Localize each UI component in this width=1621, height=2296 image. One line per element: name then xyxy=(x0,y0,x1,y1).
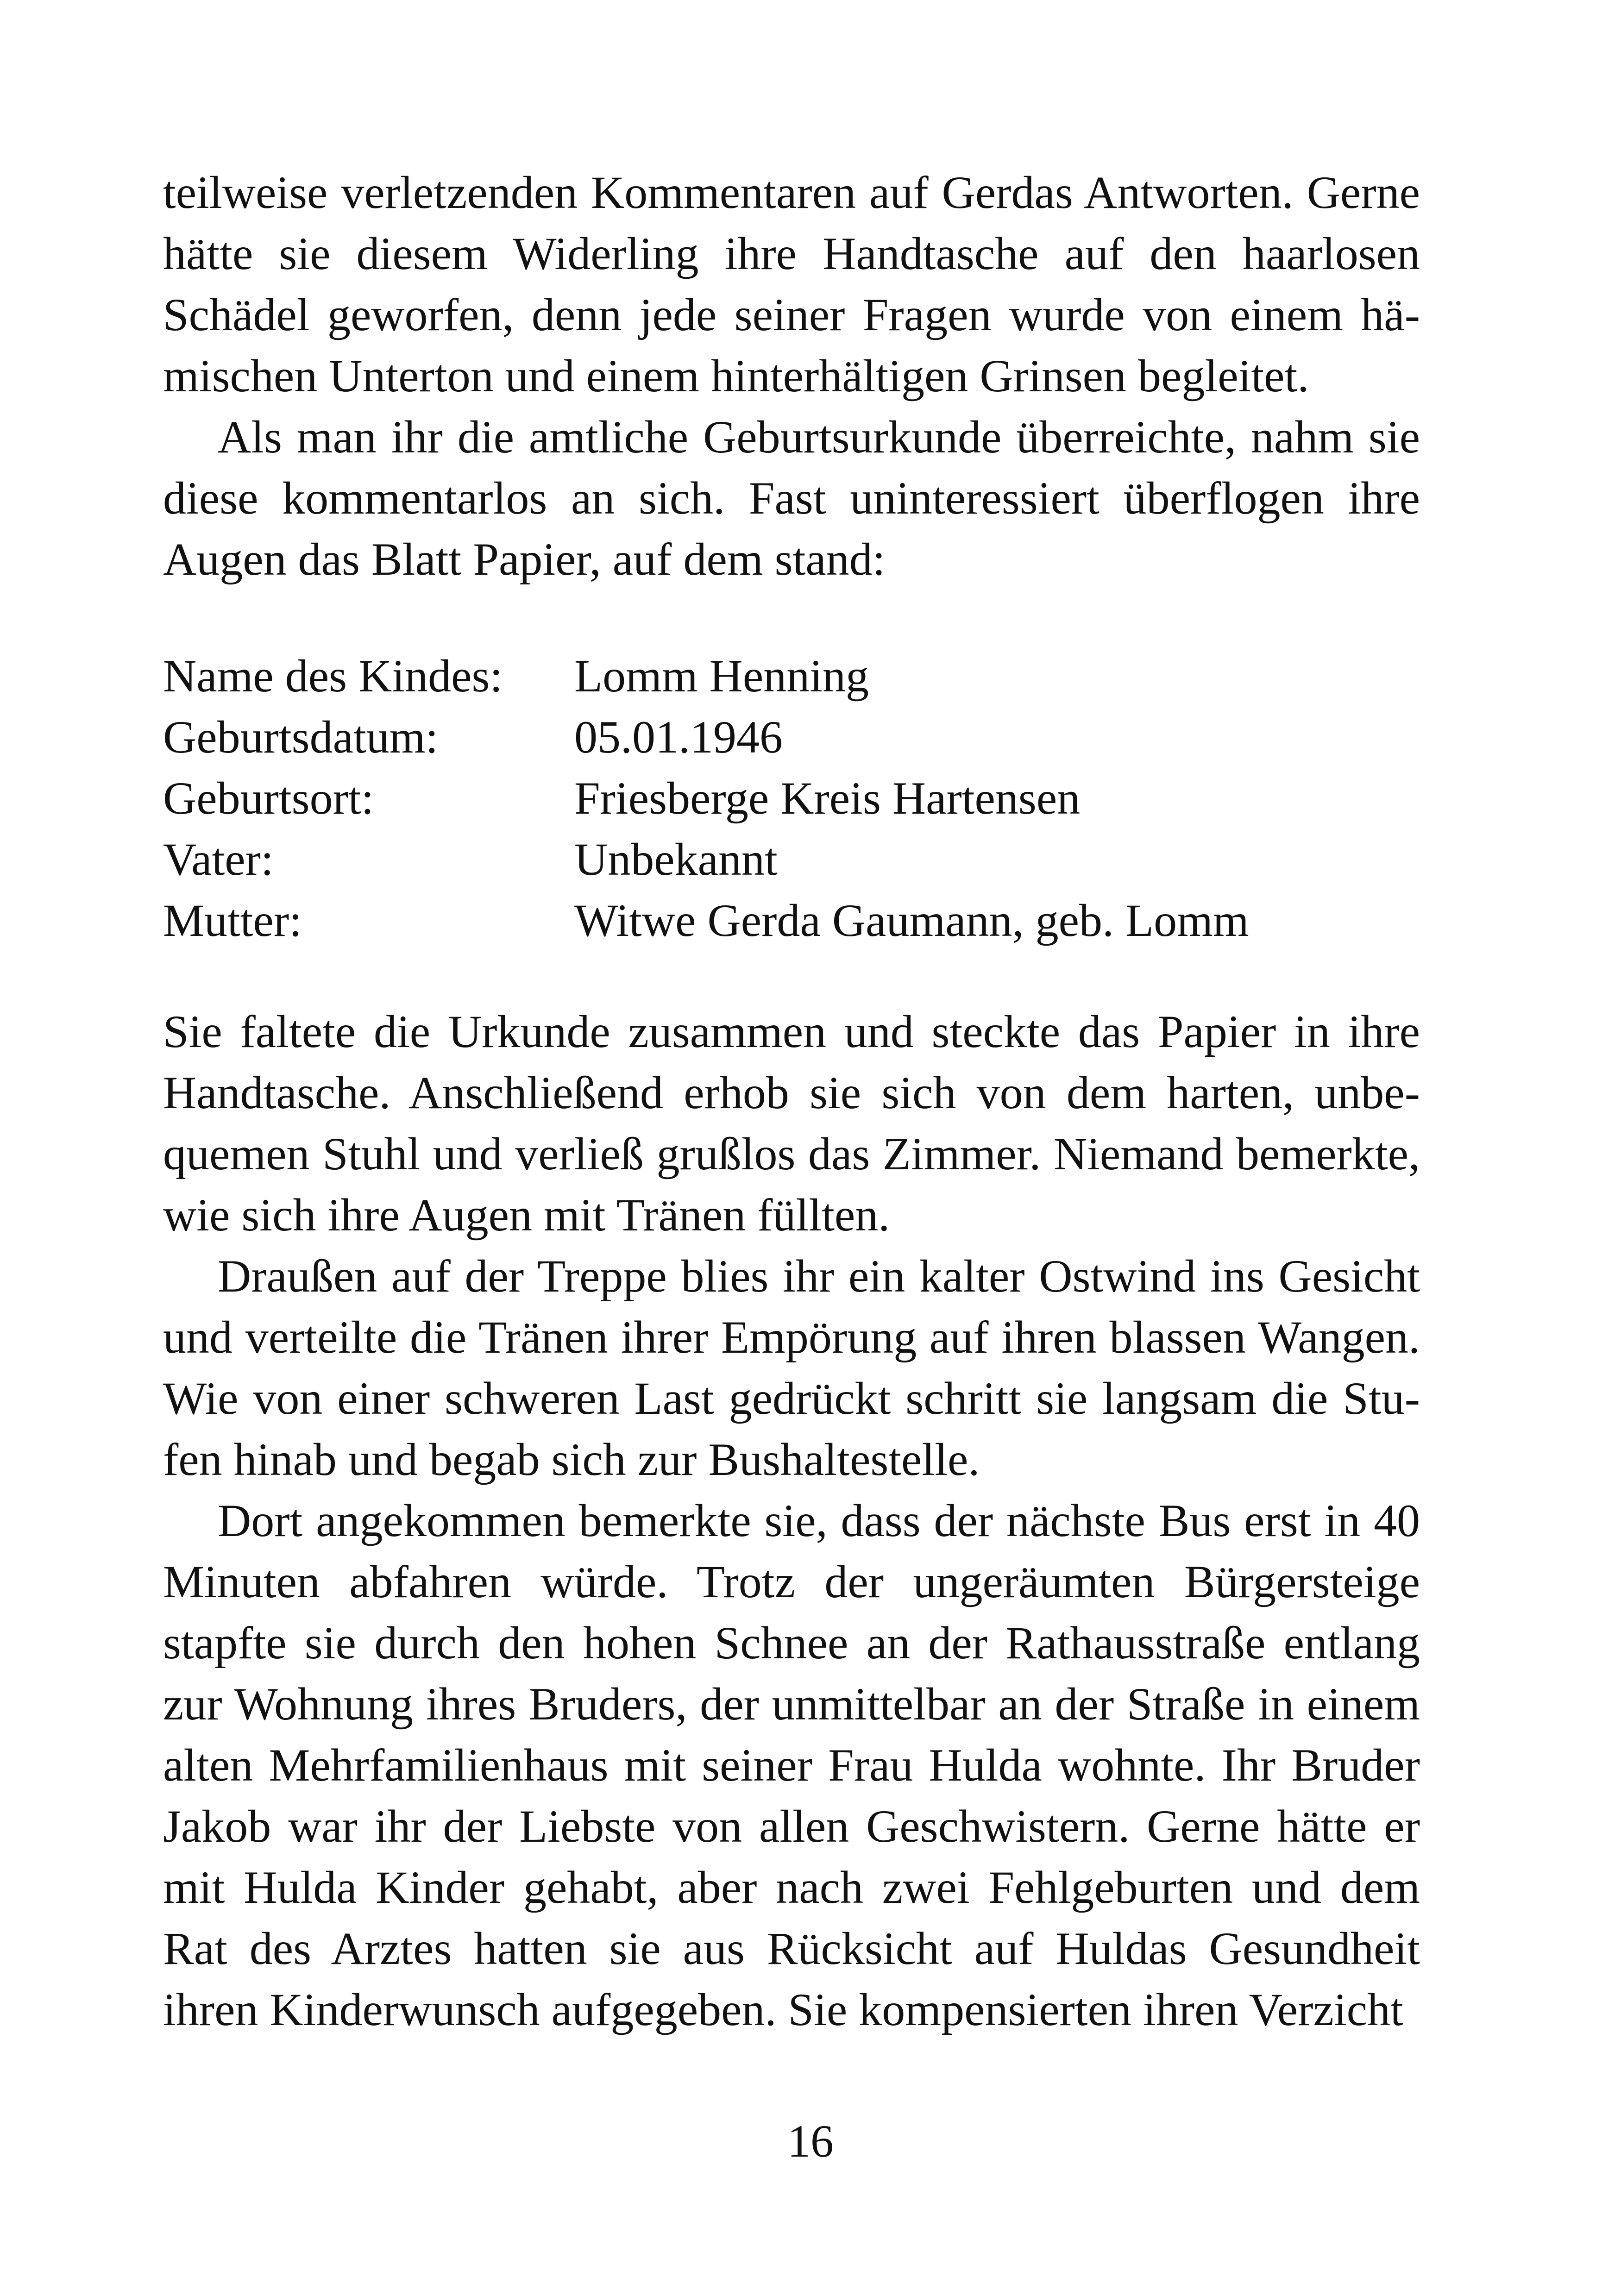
paragraph-stairs: Draußen auf der Treppe blies ihr ein kalter Ostwind ins Gesicht und verteilte die Tränen ihrer Empörung auf ihren blassen Wangen. Wie von einer schweren Last gedrückt schritt sie langsam die Stufen hinab und begab sich zur Bushaltestelle. xyxy=(163,1250,1420,1485)
record-row xyxy=(163,768,1249,829)
record-label: Geburtsdatum: xyxy=(163,711,439,763)
spacer xyxy=(163,951,1420,1001)
record-value: Witwe Gerda Gaumann, geb. Lomm xyxy=(574,895,1249,946)
birth-certificate-details xyxy=(163,646,1249,951)
paragraph-continuation: teilweise verletzenden Kommentaren auf Gerdas Antworten. Gerne hätte sie diesem Widerling ihre Handtasche auf den haarlosen Schädel geworfen, denn jede seiner Fragen wurde von einem hämischen Unterton und einem hinterhältigen Grinsen begleitet. xyxy=(163,167,1420,401)
record-label: Name des Kindes: xyxy=(163,650,503,702)
paragraph-leaving-office: Sie faltete die Urkunde zusammen und steckte das Papier in ihre Handtasche. Anschließend erhob sie sich von dem harten, unbequemen Stuhl und verließ grußlos das Zimmer. Niemand bemerkte, wie sich ihre Augen mit Tränen füllten. xyxy=(163,1006,1420,1241)
record-row xyxy=(163,707,1249,768)
record-row xyxy=(163,890,1249,951)
record-row xyxy=(163,829,1249,890)
record-value: Friesberge Kreis Hartensen xyxy=(574,772,1081,824)
spacer xyxy=(163,590,1420,646)
record-label: Mutter: xyxy=(163,895,302,946)
record-value: Unbekannt xyxy=(574,834,778,885)
record-label: Vater: xyxy=(163,834,274,885)
record-value: Lomm Henning xyxy=(574,650,869,702)
paragraph-bus-stop: Dort angekommen bemerkte sie, dass der nächste Bus erst in 40 Minuten abfahren würde. Trotz der ungeräumten Bürgersteige stapfte sie durch den hohen Schnee an der Rathausstraße entlang zur Wohnung ihres Bruders, der unmittelbar an der Straße in einem alten Mehrfamilienhaus mit seiner Frau Hulda wohnte. Ihr Bruder Jakob war ihr der Liebste von allen Geschwistern. Gerne hätte er mit Hulda Kinder gehabt, aber nach zwei Fehlgeburten und dem Rat des Arztes hatten sie aus Rücksicht auf Huldas Gesundheit ihren Kinderwunsch aufgegeben. Sie kompensierten ihren Verzicht xyxy=(163,1495,1420,2035)
record-row xyxy=(163,646,1249,707)
page-number: 16 xyxy=(787,2115,834,2167)
paragraph-certificate-intro: Als man ihr die amtliche Geburtsurkunde überreichte, nahm sie diese kommentarlos an sich. Fast uninteressiert überflogen ihre Augen das Blatt Papier, auf dem stand: xyxy=(163,411,1420,585)
record-value: 05.01.1946 xyxy=(574,711,783,763)
record-label: Geburtsort: xyxy=(163,772,374,824)
body-text xyxy=(163,162,1420,2040)
